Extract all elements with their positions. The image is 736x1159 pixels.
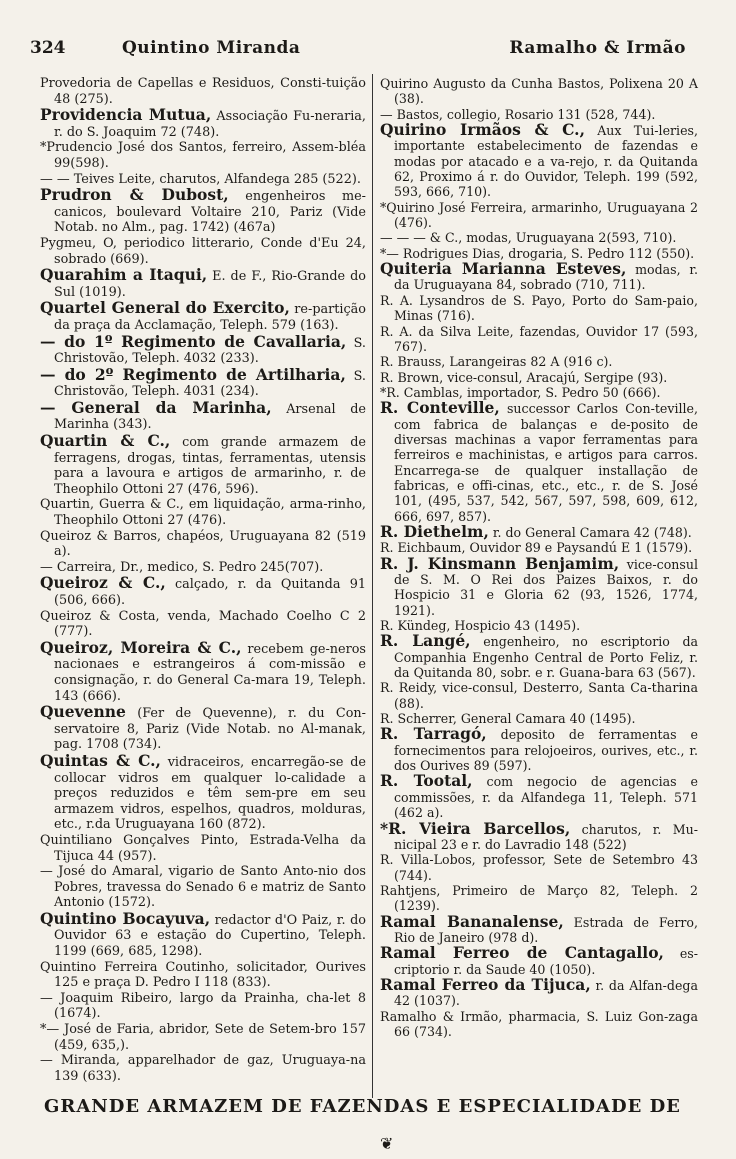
directory-entry (380, 230, 698, 245)
entry-text: *Quirino José Ferreira, armarinho, Uruguayana 2 (476). (380, 199, 698, 231)
directory-entry (380, 726, 698, 773)
entry-text: deposito de ferramentas e fornecimentos para relojoeiros, ourives, etc., r. dos Ourives 89 (597). (394, 727, 698, 774)
entry-text: R. Eichbaum, Ouvidor 89 e Paysandú E 1 (1579). (380, 540, 693, 556)
directory-entry (40, 267, 366, 300)
directory-entry (40, 750, 366, 833)
directory-entry (380, 911, 698, 946)
directory-entry (380, 945, 698, 977)
entry-name: Ramal Ferreo da Tijuca, (380, 974, 591, 994)
entry-text: *— Rodrigues Dias, drogaria, S. Pedro 112 (550). (380, 245, 695, 261)
directory-entry (40, 609, 366, 640)
entry-name: Quiteria Marianna Esteves, (380, 259, 627, 279)
page-number: 324 (30, 38, 66, 58)
directory-entry (380, 680, 698, 711)
directory-entry (40, 433, 366, 497)
directory-entry (380, 553, 698, 618)
ornament-icon: ❦ (380, 1134, 394, 1153)
right-running-head: Ramalho & Irmão (509, 38, 686, 58)
entry-text: S. Christovão, Teleph. 4031 (234). (54, 368, 366, 400)
directory-entry (40, 1053, 366, 1084)
directory-entry (40, 497, 366, 528)
entry-text: com grande armazem de ferragens, drogas, tintas, ferramentas, utensis para a lavoura e artigos de armarinho, r. de Theophilo Ottoni 27 (476, 596). (54, 435, 366, 497)
entry-text: Aux Tui-leries, importante estabelecimento de fazendas e modas por atacado e a va-rejo, r. da Quitanda 62, Proximo á r. do Ouvidor, Teleph. 199 (592, 593, 666, 710). (394, 123, 698, 200)
directory-entry (380, 521, 698, 541)
page-header (30, 36, 696, 66)
entry-text: Quintiliano Gonçalves Pinto, Estrada-Velha da Tijuca 44 (957). (40, 832, 366, 864)
entry-text: vice-consul de S. M. O Rei dos Paizes Baixos, r. do Hospicio 31 e Gloria 62 (93, 1526, 1774, 1921). (394, 556, 698, 618)
entry-text: recebem ge-neros nacionaes e estrangeiros á com-missão e consignação, r. do General Ca-mara 19, Teleph. 143 (666). (54, 641, 366, 704)
directory-entry (40, 187, 366, 236)
entry-name: Prudron & Dubost, (40, 185, 229, 205)
directory-entry (40, 529, 366, 560)
entry-name: — do 2º Regimento de Artilharia, (40, 364, 346, 384)
entry-text: Associação Fu-neraria, r. do S. Joaquim 72 (748). (54, 109, 366, 140)
entry-text: r. da Alfan-dega 42 (1037). (394, 977, 698, 1009)
entry-text: *R. Camblas, importador, S. Pedro 50 (666). (380, 384, 661, 400)
entry-text: — Joaquim Ribeiro, largo da Prainha, cha-let 8 (1674). (40, 990, 366, 1022)
directory-entry (40, 575, 366, 608)
entry-name: R. Tarragó, (380, 724, 487, 744)
entry-text: re-partição da praça da Acclamação, Teleph. 579 (163). (54, 302, 366, 333)
entry-text: R. Reidy, vice-consul, Desterro, Santa Ca-tharina (88). (380, 680, 698, 711)
entry-text: S. Christovão, Teleph. 4032 (233). (54, 335, 366, 367)
entry-text: Quintino Ferreira Coutinho, solicitador, Ourives 125 e praça D. Pedro I 118 (833). (40, 959, 366, 991)
entry-text: es-criptorio r. da Saude 40 (1050). (394, 946, 698, 977)
entry-text: R. Villa-Lobos, professor, Sete de Setembro 43 (744). (380, 852, 698, 883)
entry-name: Quintino Bocayuva, (40, 908, 211, 928)
directory-entry (380, 370, 698, 385)
directory-entry (40, 991, 366, 1022)
directory-entry (40, 1022, 366, 1053)
entry-name: Queiroz & C., (40, 573, 166, 593)
entry-name: R. Conteville, (380, 398, 500, 418)
directory-entry (40, 397, 366, 433)
directory-entry (380, 400, 698, 524)
entry-text: — — — & C., modas, Uruguayana 2(593, 710). (380, 230, 677, 246)
entry-name: Quartel General do Exercito, (40, 298, 290, 318)
entry-text: (Fer de Quevenne), r. du Con-servatoire 8, Pariz (Vide Notab. no Al-manak, pag. 1708 (734). (54, 706, 366, 753)
entry-text: *— José de Faria, abridor, Sete de Setem-bro 157 (459, 635,). (40, 1022, 366, 1053)
entry-name: Ramal Bananalense, (380, 911, 564, 931)
directory-entry (40, 236, 366, 267)
entry-text: Provedoria de Capellas e Residuos, Consti-tuição 48 (275). (40, 76, 366, 107)
entry-text: Queiroz & Barros, chapéos, Uruguayana 82 (519 a). (40, 528, 366, 560)
entry-text: R. A. da Silva Leite, fazendas, Ouvidor 17 (593, 767). (380, 323, 698, 354)
entry-name: *R. Vieira Barcellos, (380, 818, 571, 838)
entry-text: engenheiro, no escriptorio da Companhia Engenho Central de Porto Feliz, r. da Quitanda 80, sobr. e r. Guana-bara 63 (567). (394, 634, 699, 681)
directory-entry (40, 637, 366, 704)
directory-entry (380, 633, 698, 680)
entry-text: charutos, r. Mu-nicipal 23 e r. do Lavradio 148 (522) (394, 821, 699, 852)
entry-text: Quirino Augusto da Cunha Bastos, Polixena 20 A (38). (380, 76, 698, 107)
entry-name: R. Diethelm, (380, 521, 489, 541)
left-running-head: Quintino Miranda (122, 38, 301, 58)
entry-text: r. do General Camara 42 (748). (488, 524, 692, 540)
directory-entry (40, 960, 366, 991)
directory-entry (380, 293, 698, 324)
directory-entry (380, 852, 698, 883)
entry-text: R. Brown, vice-consul, Aracajú, Sergipe (93). (380, 369, 668, 385)
directory-entry (40, 107, 366, 140)
entry-text: *Prudencio José dos Santos, ferreiro, Assem-bléa 99(598). (40, 140, 366, 171)
entry-name: R. J. Kinsmann Benjamim, (380, 553, 620, 573)
entry-text: R. Kündeg, Hospicio 43 (1495). (380, 618, 581, 634)
entry-text: Estrada de Ferro, Rio de Janeiro (978 d). (394, 914, 698, 945)
entry-name: Quarahim a Itaqui, (40, 265, 208, 285)
entry-name: Queiroz, Moreira & C., (40, 637, 242, 657)
entry-text: modas, r. da Uruguayana 84, sobrado (710, 711). (394, 262, 698, 293)
entry-text: Rahtjens, Primeiro de Março 82, Teleph. 2 (1239). (380, 882, 698, 914)
entry-name: R. Tootal, (380, 771, 473, 791)
entry-text: engenheiros me-canicos, boulevard Voltaire 210, Pariz (Vide Notab. no Alm., pag. 1742) (467a) (54, 189, 366, 236)
directory-entry (380, 354, 698, 369)
entry-name: Ramal Ferreo de Cantagallo, (380, 943, 664, 963)
entry-name: — General da Marinha, (40, 397, 272, 417)
directory-entry (380, 1009, 698, 1040)
entry-text: R. Scherrer, General Camara 40 (1495). (380, 711, 636, 727)
directory-entry (380, 122, 698, 200)
footer-advert: GRANDE ARMAZEM DE FAZENDAS E ESPECIALIDADE DE (44, 1096, 681, 1117)
directory-entry (40, 364, 366, 400)
directory-entry (380, 324, 698, 355)
directory-entry (40, 864, 366, 911)
entry-text: — — Teives Leite, charutos, Alfandega 285 (522). (40, 171, 361, 187)
directory-entry (40, 704, 366, 753)
directory-entry (40, 331, 366, 367)
right-column (380, 76, 698, 1039)
directory-entry (380, 818, 699, 853)
directory-entry (380, 261, 698, 293)
entry-name: Quintas & C., (40, 750, 161, 770)
entry-text: Arsenal de Marinha (343). (54, 401, 366, 433)
entry-text: Ramalho & Irmão, pharmacia, S. Luiz Gon-zaga 66 (734). (380, 1008, 698, 1039)
entry-text: — José do Amaral, vigario de Santo Anto-nio dos Pobres, travessa do Senado 6 e matriz de Santo Antonio (1572). (40, 864, 366, 911)
entry-text: — Bastos, collegio, Rosario 131 (528, 744). (380, 106, 656, 122)
directory-entry (40, 140, 366, 171)
directory-entry (40, 833, 366, 864)
entry-text: successor Carlos Con-teville, com fabrica de balanças e de-posito de diversas machinas a vapor ferramentas para ferreiros e machinistas, e artigos para carros. Encarrega-se de qualquer installação de fabricas, e offi-cinas, etc., etc., r. de S. José 101, (495, 537, 542, 567, 597, 598, 609, 612, 666, 697, 857). (394, 401, 698, 524)
entry-text: E. de F., Rio-Grande do Sul (1019). (54, 269, 366, 300)
directory-entry (380, 773, 698, 820)
entry-text: R. A. Lysandros de S. Payo, Porto do Sam-paio, Minas (716). (380, 292, 698, 324)
directory-entry (380, 883, 698, 914)
entry-text: Pygmeu, O, periodico litterario, Conde d'Eu 24, sobrado (669). (40, 235, 366, 267)
entry-text: — Carreira, Dr., medico, S. Pedro 245(707). (40, 559, 324, 575)
directory-entry (40, 908, 366, 960)
directory-entry (40, 300, 366, 333)
directory-entry (380, 76, 698, 107)
entry-text: Quartin, Guerra & C., em liquidação, arma-rinho, Theophilo Ottoni 27 (476). (40, 497, 366, 529)
entry-text: R. Brauss, Larangeiras 82 A (916 c). (380, 354, 613, 370)
entry-name: Providencia Mutua, (40, 105, 212, 125)
entry-text: Queiroz & Costa, venda, Machado Coelho C 2 (777). (40, 608, 366, 640)
entry-text: redactor d'O Paiz, r. do Ouvidor 63 e estação do Cupertino, Teleph. 1199 (669, 685, 1298). (54, 912, 366, 960)
entry-text: calçado, r. da Quitanda 91 (506, 666). (54, 577, 366, 608)
entry-text: vidraceiros, encarregão-se de collocar vidros em qualquer lo-calidade a preços reduzidos e têm sem-pre em seu armazem vidros, espelhos, quadros, molduras, etc., r.da Uruguayana 160 (872). (54, 754, 366, 833)
directory-entry (380, 974, 698, 1009)
entry-text: com negocio de agencias e commissões, r. da Alfandega 11, Teleph. 571 (462 a). (394, 774, 698, 821)
entry-name: Quirino Irmãos & C., (380, 120, 585, 140)
column-divider (372, 74, 373, 1098)
entry-name: Quevenne (40, 702, 126, 722)
directory-entry (380, 200, 698, 231)
left-column (40, 76, 366, 1084)
entry-name: — do 1º Regimento de Cavallaria, (40, 331, 347, 351)
directory-entry (40, 76, 366, 107)
entry-name: Quartin & C., (40, 431, 171, 451)
entry-text: — Miranda, apparelhador de gaz, Uruguaya-na 139 (633). (40, 1053, 366, 1084)
entry-name: R. Langé, (380, 631, 471, 651)
